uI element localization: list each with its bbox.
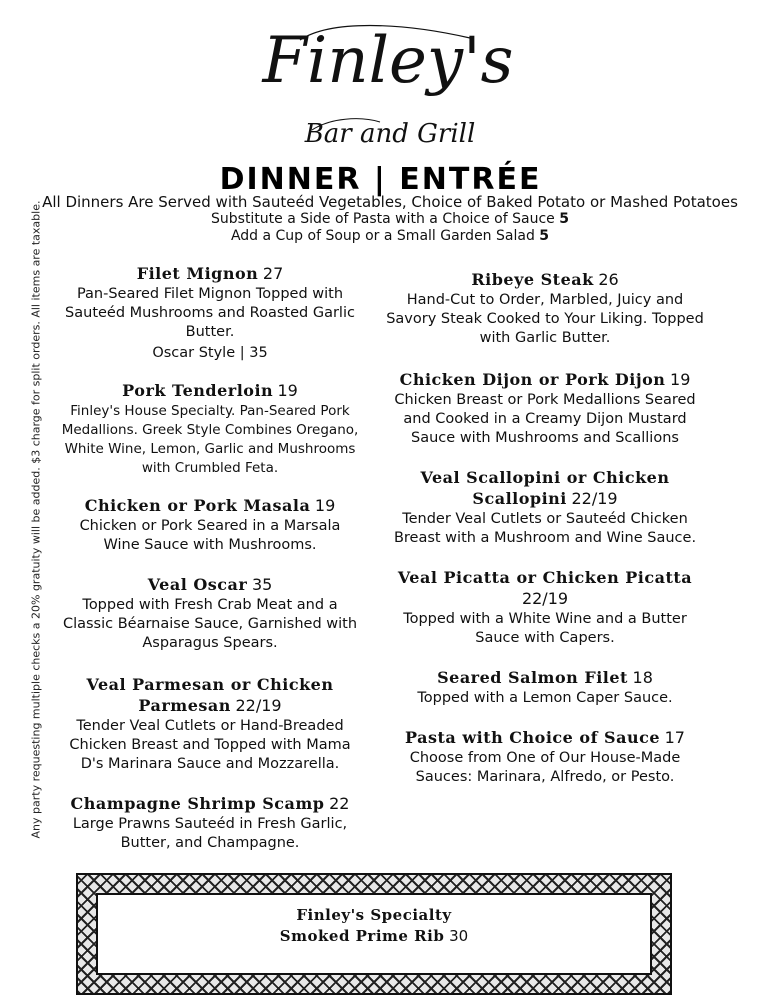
item-name: Veal Oscar [147, 575, 248, 594]
item-name: Pork Tenderloin [122, 381, 274, 400]
menu-column-left [60, 264, 360, 853]
item-name: Chicken or Pork Masala [84, 496, 311, 515]
item-description: Choose from One of Our House-Made Sauces: Marinara, Alfredo, or Pesto. [409, 750, 681, 785]
menu-item [385, 370, 705, 448]
item-description: Topped with a White Wine and a Butter Sauce with Capers. [403, 611, 687, 646]
intro-line-2-price: 5 [559, 211, 569, 227]
item-name: Filet Mignon [136, 264, 259, 283]
item-name: Veal Parmesan or Chicken Parmesan [86, 675, 334, 715]
item-name: Seared Salmon Filet [437, 668, 628, 687]
item-description: Topped with Fresh Crab Meat and a Classic Béarnaise Sauce, Garnished with Asparagus Spears. [62, 597, 358, 651]
item-price: 22 [329, 794, 350, 813]
item-name: Champagne Shrimp Scamp [70, 794, 325, 813]
item-price: 22/19 [235, 696, 282, 715]
item-description: Large Prawns Sauteéd in Fresh Garlic, Butter, and Champagne. [72, 816, 348, 851]
item-description: Pan-Seared Filet Mignon Topped with Sauteéd Mushrooms and Roasted Garlic Butter. [65, 286, 355, 340]
item-description: Hand-Cut to Order, Marbled, Juicy and Savory Steak Cooked to Your Liking. Topped with Garlic Butter. [386, 292, 704, 346]
menu-item [385, 468, 705, 548]
page-title: DINNER | ENTRÉE [219, 162, 542, 197]
menu-item [60, 496, 360, 555]
menu-item [60, 381, 360, 478]
item-description: Chicken or Pork Seared in a Marsala Wine Sauce with Mushrooms. [79, 518, 341, 553]
menu-item [60, 575, 360, 653]
specialty-name: Smoked Prime Rib [279, 927, 445, 945]
item-description: Chicken Breast or Pork Medallions Seared and Cooked in a Creamy Dijon Mustard Sauce with Mushrooms and Scallions [394, 392, 696, 446]
intro-text [40, 194, 740, 245]
intro-line-3-price: 5 [539, 228, 550, 244]
specialty-price: 30 [449, 927, 469, 945]
item-price: 26 [598, 270, 619, 289]
item-price: 22/19 [521, 589, 569, 608]
item-price: 22/19 [571, 489, 618, 508]
specialty-heading: Finley's Specialty [296, 906, 452, 924]
item-name: Chicken Dijon or Pork Dijon [399, 370, 666, 389]
item-extra: Oscar Style | 35 [152, 345, 268, 361]
intro-line-2: Substitute a Side of Pasta with a Choice of Sauce 5 [211, 211, 569, 227]
menu-item [60, 794, 360, 853]
item-price: 18 [632, 668, 653, 687]
item-name: Veal Scallopini or Chicken Scallopini [420, 468, 670, 508]
item-description: Tender Veal Cutlets or Sauteéd Chicken Breast with a Mushroom and Wine Sauce. [393, 511, 697, 546]
item-name: Pasta with Choice of Sauce [405, 728, 660, 747]
menu-column-right [385, 270, 705, 787]
item-description: Tender Veal Cutlets or Hand-Breaded Chicken Breast and Topped with Mama D's Marinara Sauce and Mozzarella. [69, 718, 351, 772]
specialty-box [96, 893, 652, 975]
menu-item [385, 270, 705, 348]
menu-item [60, 264, 360, 363]
menu-item [60, 675, 360, 774]
gratuity-note: Any party requesting multiple checks a 20% gratuity will be added. $3 charge for split orders. All items are taxable. [29, 200, 43, 839]
intro-line-1: All Dinners Are Served with Sauteéd Vegetables, Choice of Baked Potato or Mashed Potatoes [42, 193, 738, 211]
item-price: 17 [664, 728, 685, 747]
logo-subtitle: Bar and Grill [304, 119, 476, 149]
item-price: 19 [277, 381, 298, 400]
item-description: Topped with a Lemon Caper Sauce. [417, 690, 673, 706]
menu-item [385, 728, 705, 787]
item-price: 35 [251, 575, 273, 594]
menu-item [385, 568, 705, 648]
item-price: 27 [262, 264, 284, 283]
logo-name: Finley's [262, 24, 514, 98]
item-name: Ribeye Steak [471, 270, 594, 289]
item-description: Finley's House Specialty. Pan-Seared Pork Medallions. Greek Style Combines Oregano, White Wine, Lemon, Garlic and Mushrooms with Crumbled Feta. [61, 403, 359, 476]
specialty-item [98, 925, 650, 947]
item-name: Veal Picatta or Chicken Picatta [397, 568, 693, 587]
menu-item [385, 668, 705, 708]
restaurant-logo [0, 0, 761, 160]
intro-line-3: Add a Cup of Soup or a Small Garden Salad 5 [230, 228, 550, 244]
item-price: 19 [314, 496, 336, 515]
item-price: 19 [670, 370, 691, 389]
